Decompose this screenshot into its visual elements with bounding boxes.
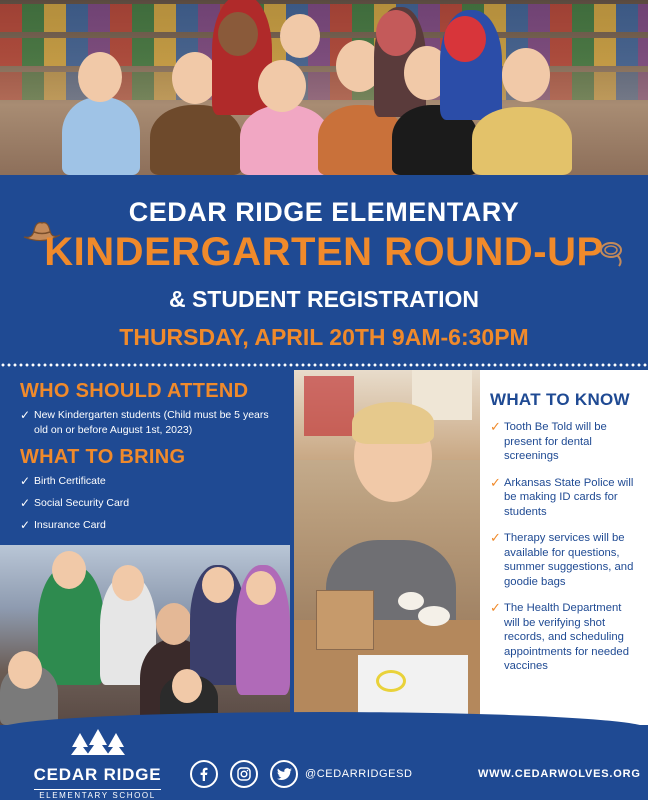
logo-subtitle: ELEMENTARY SCHOOL xyxy=(34,789,161,800)
facebook-icon[interactable] xyxy=(190,760,218,788)
attend-item-text: New Kindergarten students (Child must be 5 years old on or before August 1st, 2023) xyxy=(34,409,269,436)
bring-item-text: Insurance Card xyxy=(34,519,106,531)
twitter-icon[interactable] xyxy=(270,760,298,788)
bring-item-text: Birth Certificate xyxy=(34,475,106,487)
list-item xyxy=(490,476,640,520)
list-item xyxy=(20,408,280,438)
lasso-icon xyxy=(597,237,627,267)
check-icon: ✓ xyxy=(490,474,501,490)
student-crafting-photo xyxy=(294,370,480,725)
know-item-text: Therapy services will be available for questions, summer suggestions, and goodie bags xyxy=(504,532,634,588)
school-logo xyxy=(25,729,170,800)
list-item xyxy=(20,518,280,533)
dotted-divider xyxy=(0,362,648,368)
check-icon: ✓ xyxy=(20,474,31,488)
group-class-photo xyxy=(0,545,290,725)
list-item xyxy=(490,420,640,464)
event-title: KINDERGARTEN ROUND-UP xyxy=(44,230,604,274)
list-item xyxy=(490,601,640,674)
what-to-bring-heading: WHAT TO BRING xyxy=(20,446,186,468)
social-handle[interactable]: @CEDARRIDGESD xyxy=(305,768,413,780)
check-icon: ✓ xyxy=(20,518,31,532)
check-icon: ✓ xyxy=(20,496,31,510)
know-item-text: The Health Department will be verifying shot records, and scheduling appointments for needed vaccines xyxy=(504,602,629,672)
footer xyxy=(0,712,648,800)
check-icon: ✓ xyxy=(20,408,31,422)
event-subtitle: & STUDENT REGISTRATION xyxy=(168,286,480,312)
logo-name: CEDAR RIDGE xyxy=(33,765,162,784)
who-should-attend-heading: WHO SHOULD ATTEND xyxy=(20,380,249,402)
list-item xyxy=(20,496,280,511)
check-icon: ✓ xyxy=(490,600,501,615)
know-item-text: Arkansas State Police will be making ID cards for students xyxy=(504,476,634,518)
event-date: THURSDAY, APRIL 20TH 9AM-6:30PM xyxy=(119,324,529,350)
check-icon: ✓ xyxy=(490,530,501,545)
bring-item-text: Social Security Card xyxy=(34,497,130,509)
know-item-text: Tooth Be Told will be present for dental screenings xyxy=(504,421,607,462)
what-to-know-heading: WHAT TO KNOW xyxy=(490,390,630,409)
list-item xyxy=(490,531,640,589)
classroom-costume-photo xyxy=(0,0,648,175)
what-to-know-panel xyxy=(480,370,648,725)
website-link[interactable]: WWW.CEDARWOLVES.ORG xyxy=(478,768,641,780)
tree-icon xyxy=(68,729,128,757)
school-name: CEDAR RIDGE ELEMENTARY xyxy=(128,197,520,227)
check-icon: ✓ xyxy=(490,419,501,434)
event-header xyxy=(0,175,648,365)
attend-and-bring-section xyxy=(0,370,290,545)
list-item xyxy=(20,474,280,489)
instagram-icon[interactable] xyxy=(230,760,258,788)
